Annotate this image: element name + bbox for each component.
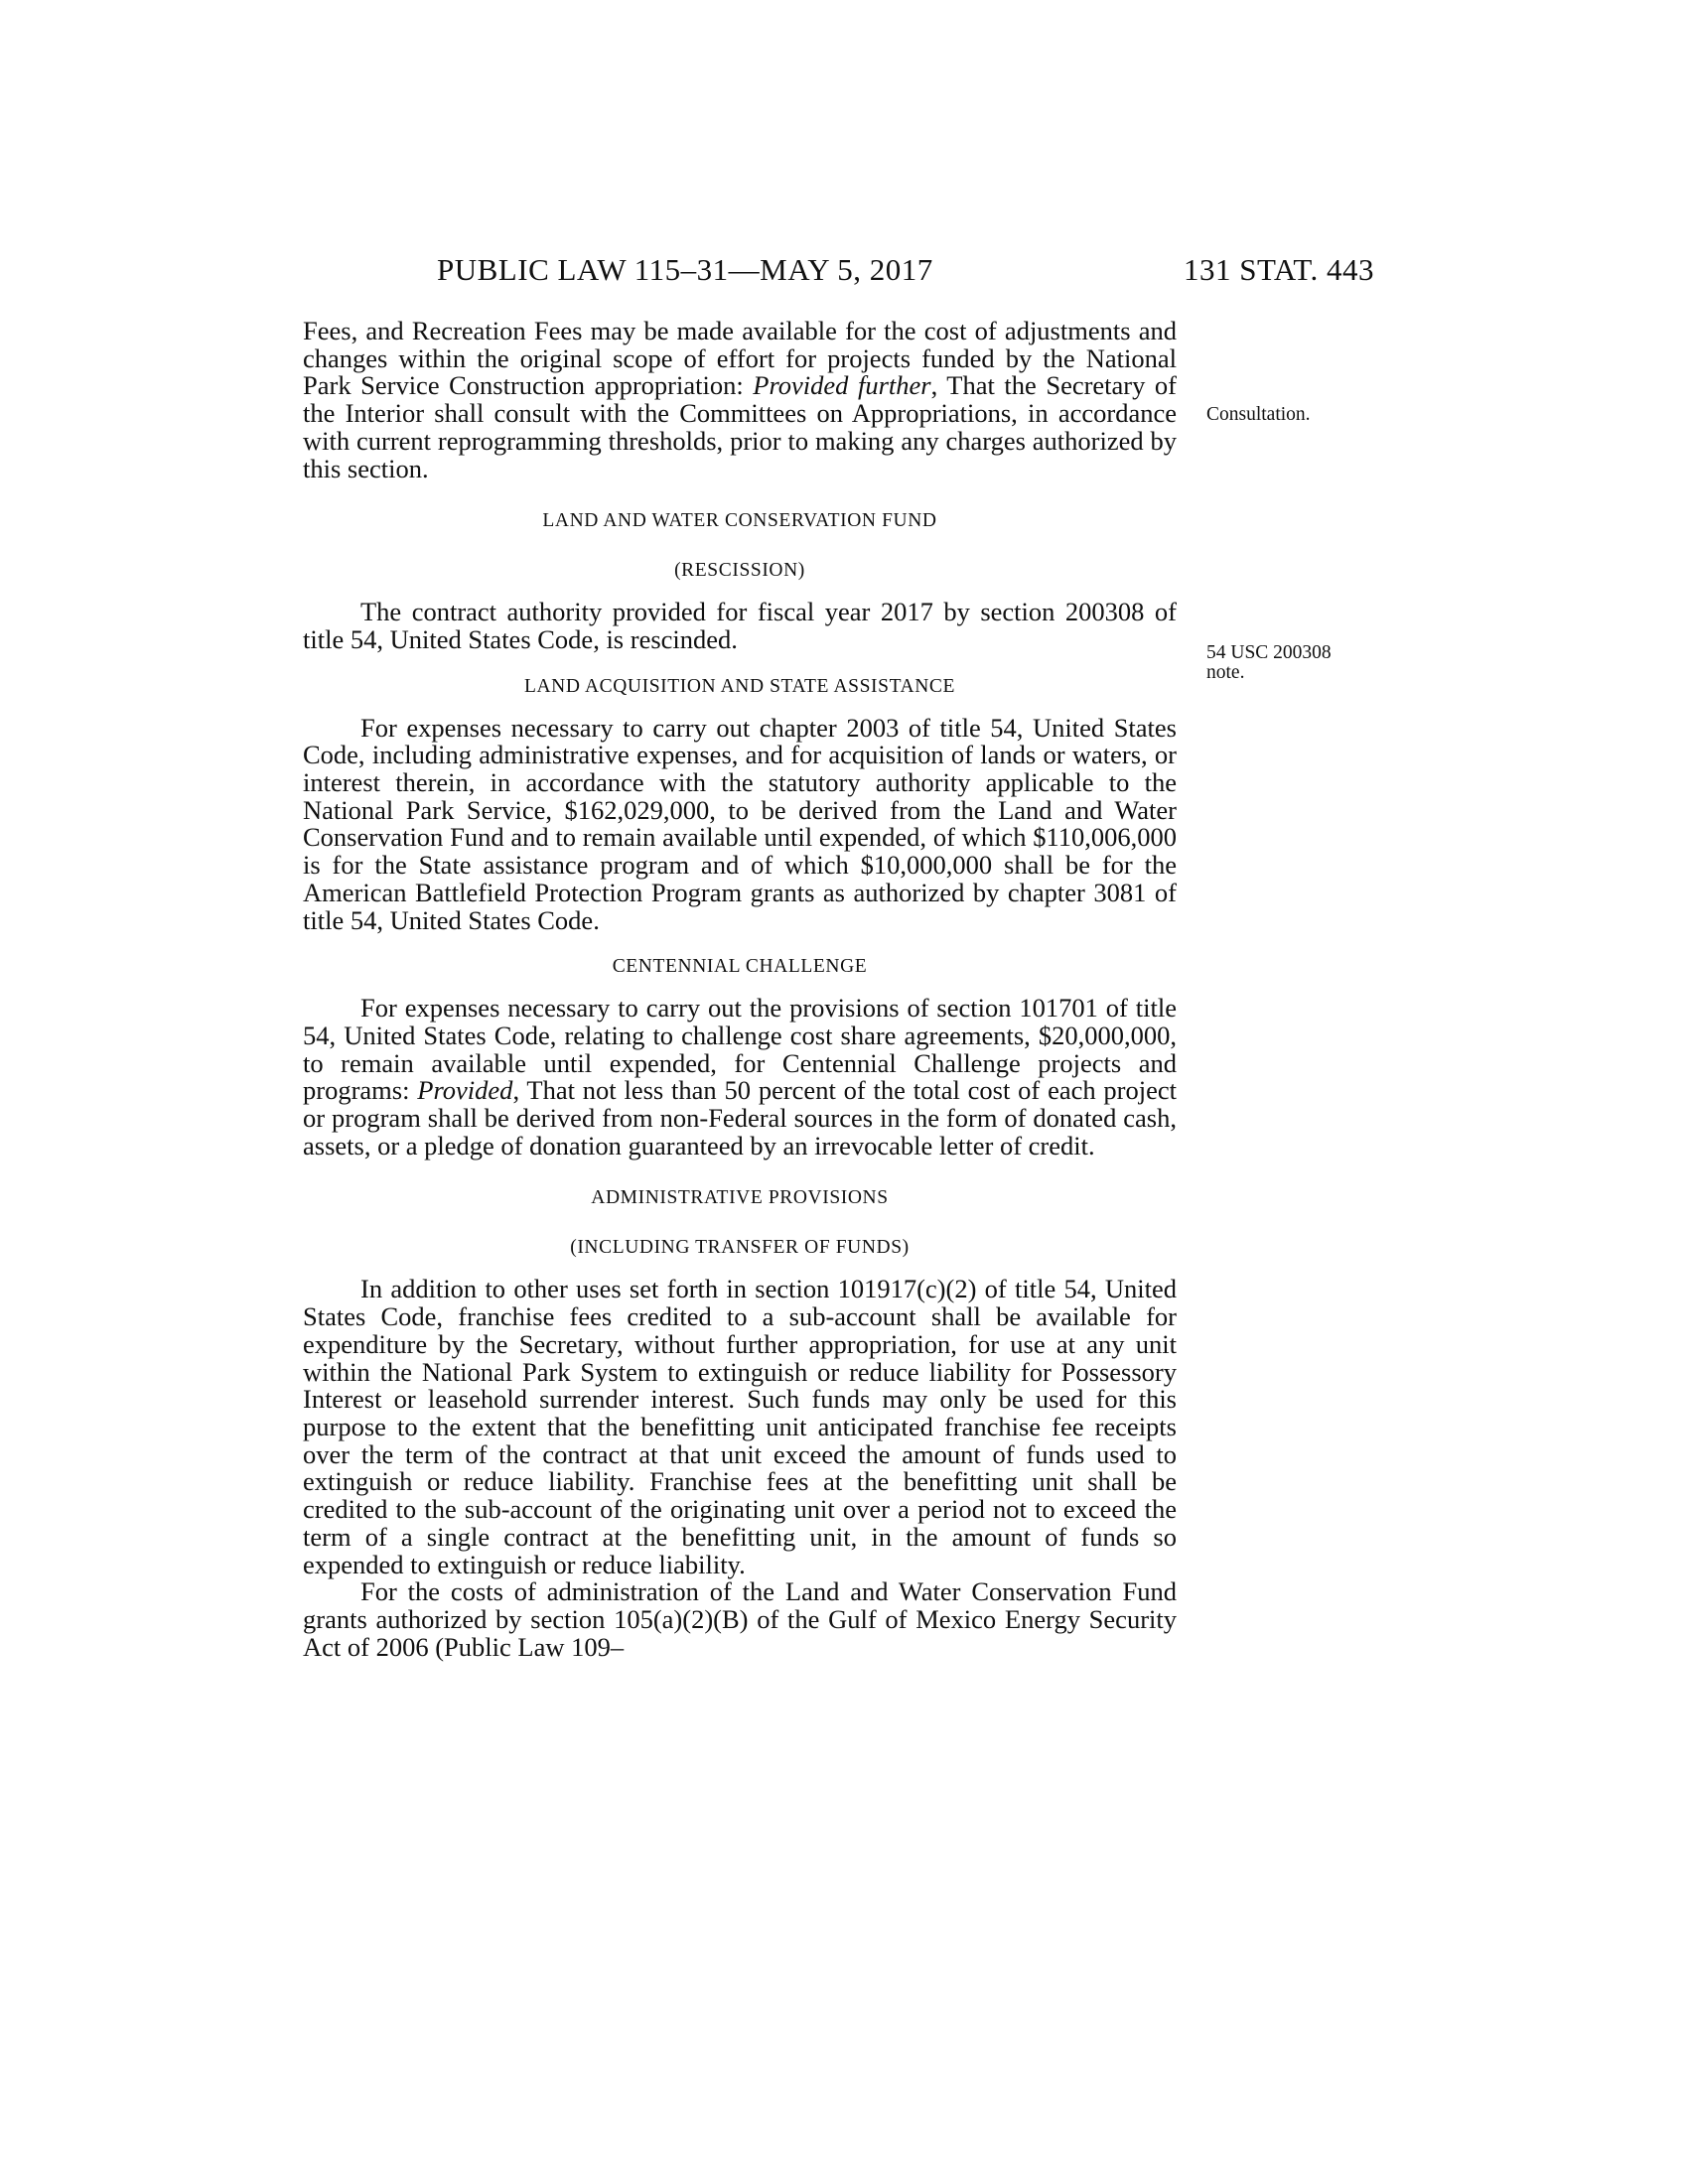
heading-centennial-challenge: CENTENNIAL CHALLENGE [612,956,868,978]
margin-note-usc-line2: note. [1206,662,1245,683]
running-header-title: PUBLIC LAW 115–31—MAY 5, 2017 [437,252,933,287]
heading-land-acquisition: LAND ACQUISITION AND STATE ASSISTANCE [523,675,955,697]
heading-lwcf: LAND AND WATER CONSERVATION FUND [542,510,937,532]
paragraph-construction-fees [303,318,1177,482]
text-run: For expenses necessary to carry out the provisions of section 101701 of title 54, United States Code, relating to challenge cost share agreements, $20,000,000, to remain available until expended, for Centennial Challenge projects and programs: [303,993,1177,1106]
text-run-italic: Provided further [753,370,931,401]
paragraph-land-acquisition: For expenses necessary to carry out chapter 2003 of title 54, United States Code, including administrative expenses, and for acquisition of lands or waters, or interest therein, in accordance with the statutory authority applicable to the National Park Service, $162,029,000, to be derived from the Land and Water Conservation Fund and to remain available until expended, of which $110,006,000 is for the State assistance program and of which $10,000,000 shall be for the American Battlefield Protection Program grants as authorized by chapter 3081 of title 54, United States Code. [303,712,1177,935]
text-run: , That not less than 50 percent of the total cost of each project or program shall be derived from non-Federal sources in the form of donated cash, assets, or a pledge of donation guaranteed by an irrevocable letter of credit. [303,1075,1177,1160]
text-run: , That the Secretary of the Interior shall consult with the Committees on Appropriations, in accordance with current reprogramming thresholds, prior to making any charges authorized by this section. [303,370,1178,483]
body-text [303,318,1177,1661]
heading-rescission: (RESCISSION) [674,560,805,582]
paragraph-rescission: The contract authority provided for fiscal year 2017 by section 200308 of title 54, United States Code, is rescinded. [303,597,1177,654]
page-reference: 131 STAT. 443 [1183,252,1374,287]
paragraph-administration-costs: For the costs of administration of the Land and Water Conservation Fund grants authorized by section 105(a)(2)(B) of the Gulf of Mexico Energy Security Act of 2006 (Public Law 109– [303,1576,1177,1662]
paragraph-franchise-fees: In addition to other uses set forth in section 101917(c)(2) of title 54, United States Code, franchise fees credited to a sub-account shall be available for expenditure by the Secretary, without further appropriation, for use at any unit within the National Park System to extinguish or reduce liability for Possessory Interest or leasehold surrender interest. Such funds may only be used for this purpose to the extent that the benefitting unit anticipated franchise fee receipts over the term of the contract at that unit exceed the amount of funds used to extinguish or reduce liability. Franchise fees at the benefitting unit shall be credited to the sub-account of the originating unit over a period not to exceed the term of a single contract at the benefitting unit, in the amount of funds so expended to extinguish or reduce liability. [303,1274,1177,1579]
heading-transfer-of-funds: (INCLUDING TRANSFER OF FUNDS) [570,1237,910,1259]
paragraph-centennial-challenge [303,995,1177,1160]
text-run-italic: Provided [417,1075,513,1106]
margin-note-usc-citation [1206,643,1332,683]
text-run: Fees, and Recreation Fees may be made available for the cost of adjustments and changes within the original scope of effort for projects funded by the National Park Service Construction appropriation: [303,316,1177,401]
margin-note-consultation: Consultation. [1206,404,1311,425]
heading-administrative-provisions: ADMINISTRATIVE PROVISIONS [591,1187,889,1209]
margin-note-usc-line1: 54 USC 200308 [1206,642,1332,663]
